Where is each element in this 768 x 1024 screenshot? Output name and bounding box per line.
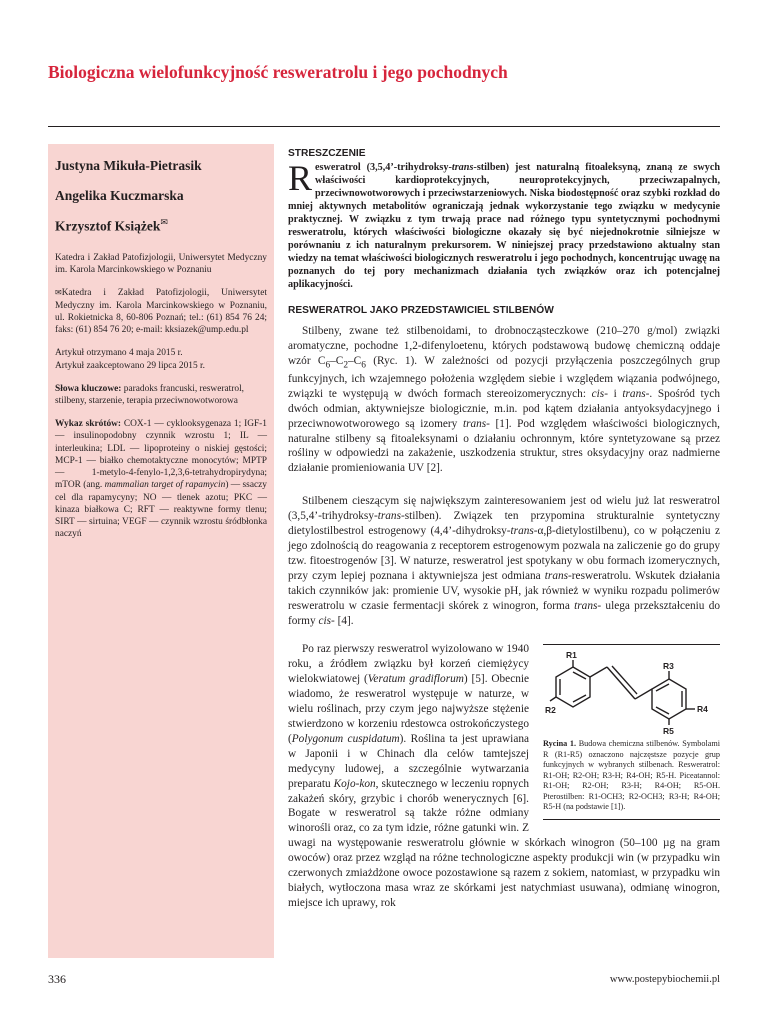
envelope-icon: ✉	[160, 217, 168, 228]
double-bond	[607, 667, 635, 699]
label-r3: R3	[663, 661, 674, 672]
label-r2: R2	[545, 705, 556, 716]
paragraph-1: Stilbeny, zwane też stilbenoidami, to drobnocząsteczkowe (210–270 g/mol) związki aromatyczne, pochodne 1,2-difenyloetenu, których podstawową budowę chemiczną oddaje wzór $C_6-C_2-C_6$ (Ryc. 1). W zależności od pozycji przyłączenia poszczególnych grup funkcyjnych, ich wzajemnego położenia względem siebie i względem wiązania podwójnego, związki te występują w dwóch formach stereoizomerycznych: cis- i trans-. Spośród tych dwóch odmian, aktywniejsze biologicznie, m.in. pod kątem działania antyoksydacyjnego i przeciwnowotworowego są izomery trans- [1]. Pod względem właściwości biologicznych, naturalne stilbeny są fitoaleksynami o działaniu ochronnym, które syntetyzowane są przez rośliny w odpowiedzi na zakażenie, uszkodzenia struktur, stres oksydacyjny oraz nadmierne działanie promieniowania UV [2].	[288, 325, 721, 475]
paragraph-3: Po raz pierwszy resweratrol wyizolowano w 1940 roku, a źródłem związku był korzeń ciemiężycy wielokwiatowej (Veratum gradiflorum) [5]. Obecnie wiadomo, że resweratrol występuje w naturze, w wielu roślinach, przy czym jego najwyższe stężenie stwierdzono w korzeniu rdestowca ostrokończystego (Polygonum cuspidatum). Roślina ta jest uprawiana w Japonii i w Chinach dla celów tamtejszej medycyny ludowej, a szczególnie wytwarzania preparatu Kojo-kon, skutecznego w leczeniu ropnych zakażeń skóry, grzybic i chorób wenerycznych [6]. Bogate w resweratrol są także różne odmiany winorośli oraz, co za tym idzie, różne gatunki win. Z uwagi na występowanie resweratrolu głównie w skórkach winogron (50–100 µg na gram owoców) oraz przez wzgląd na różne technologiczne aspekty produkcji win (w przypadku win czerwonych zmiażdżone owoce pozostawione są razem z sokiem, natomiast, w przypadku win białych, wytłoczona masa wraz ze skórkami jest natychmiast usuwana), odmianę winogron, miejsce ich uprawy, rok	[288, 643, 720, 909]
accepted-date: Artykuł zaakceptowano 29 lipca 2015 r.	[55, 360, 205, 371]
keywords: Słowa kluczowe: paradoks francuski, resweratrol, stilbeny, starzenie, terapia przeciwnowotworowa	[55, 383, 245, 407]
author-1: Justyna Mikuła-Pietrasik	[55, 158, 202, 173]
figure-caption: Rycina 1. Budowa chemiczna stilbenów. Symbolami R (R1-R5) oznaczono najczęstsze pozycje grup funkcyjnych w wybranych stilbenach. Resweratrol: R1-OH; R2-OH; R3-H; R4-OH; R5-H. Piceatannol: R1-OH; R2-OH; R3-H; R4-OH; R5-OH. Pterostilben: R1-OCH3; R2-OCH3; R3-H; R4-OH; R5-H (na podstawie [1]).	[543, 739, 720, 812]
abstract-heading: STRESZCZENIE	[288, 148, 366, 159]
envelope-icon: ✉	[55, 288, 62, 298]
abstract: Resweratrol (3,5,4’-trihydroksy-trans-stilben) jest naturalną fitoaleksyną, znaną ze swych właściwości kardioprotekcyjnych, neuroprotekcyjnych, przeciwzapalnych, przeciwnowotworowych i przeciwstarzeniowych. Niska biodostępność oraz szybki rozkład do mniej aktywnych metabolitów ograniczają jednak wykorzystanie tego związku w medycynie praktycznej. W związku z tym trwają prace nad różnego typu syntetycznymi pochodnymi resweratrolu, których właściwości biologiczne okazały się być niejednokrotnie silniejsze w porównaniu z ich naturalnym prekursorem. W niniejszej pracy przedstawiono aktualny stan wiedzy na temat właściwości biologicznych resweratrolu i jego pochodnych, koncentrując uwagę na poznanych do tej pory mechanizmach działania tych związków oraz ich potencjalnej aplikacyjności.	[288, 158, 721, 291]
main-column	[288, 148, 720, 923]
label-r5: R5	[663, 726, 674, 736]
abbreviations: Wykaz skrótów: COX-1 — cyklooksygenaza 1; IGF-1 — insulinopodobny czynnik wzrostu 1; IL — interleukina; LDL — lipoproteiny o niskiej gęstości; MCP-1 — białko chemotaktyczne monocytów; MPTP — 1-metylo-4-fenylo-1,2,3,6-tetrahydropirydyna; mTOR (ang. mammalian target of rapamycin) — ssaczy cel dla rapamycyny; NO — tlenek azotu; PKC — kinaza białkowa C; RFT — reaktywne formy tlenu; SIRT — sirtuina; VEGF — czynnik wzrostu śródbłonka naczyń	[55, 419, 267, 540]
paragraph-2: Stilbenem cieszącym się największym zainteresowaniem jest od wielu już lat resweratrol (3,5,4’-trihydroksy-trans-stilben). Związek ten przypomina strukturalnie syntetyczny dietylostilbestrol estrogenowy (4,4’-dihydroksy-trans-α,β-dietylostilbenu), co w połączeniu z jego zdolnością do reagowania z receptorem estrogenowym pozwala na zaliczenie go do grupy tzw. fitoestrogenów [3]. W naturze, resweratrol jest spotykany w obu formach izomerycznych, przy czym lepiej poznana i aktywniejsza jest odmiana trans-resweratrolu. Wskutek działania takich czynników jak: promienie UV, wysokie pH, jak również w wyniku rozpadu polimerów resweratrolu w czasie fermentacji skórek z winogron, forma trans- ulega przekształceniu do formy cis- [4].	[288, 495, 721, 627]
stilbene-structure-diagram	[543, 649, 720, 735]
section-heading: RESWERATROL JAKO PRZEDSTAWICIEL STILBENÓW	[288, 305, 554, 317]
article-title: Biologiczna wielofunkcyjność resweratrolu i jego pochodnych	[48, 62, 508, 82]
author-sidebar	[48, 144, 274, 958]
author-3: Krzysztof Książek✉	[55, 217, 168, 234]
journal-url: www.postepybiochemii.pl	[609, 974, 720, 985]
right-benzene-ring	[652, 679, 686, 719]
title-rule	[48, 126, 720, 127]
label-r1: R1	[566, 650, 577, 661]
page-number: 336	[48, 972, 66, 986]
drop-cap: R	[288, 158, 313, 198]
received-date: Artykuł otrzymano 4 maja 2015 r.	[55, 348, 183, 359]
author-2: Angelika Kuczmarska	[55, 187, 184, 203]
figure-1	[543, 644, 720, 820]
left-benzene-ring	[556, 667, 590, 707]
label-r4: R4	[697, 704, 708, 715]
affiliation: Katedra i Zakład Patofizjologii, Uniwersytet Medyczny im. Karola Marcinkowskiego w Poznaniu	[55, 253, 267, 276]
correspondence: ✉Katedra i Zakład Patofizjologii, Uniwersytet Medyczny im. Karola Marcinkowskiego w Poznaniu, ul. Rokietnicka 8, 60-806 Poznań; tel.: (61) 854 76 24; faks: (61) 854 76 20; e-mail: kksiazek@ump.edu.pl	[55, 288, 267, 336]
